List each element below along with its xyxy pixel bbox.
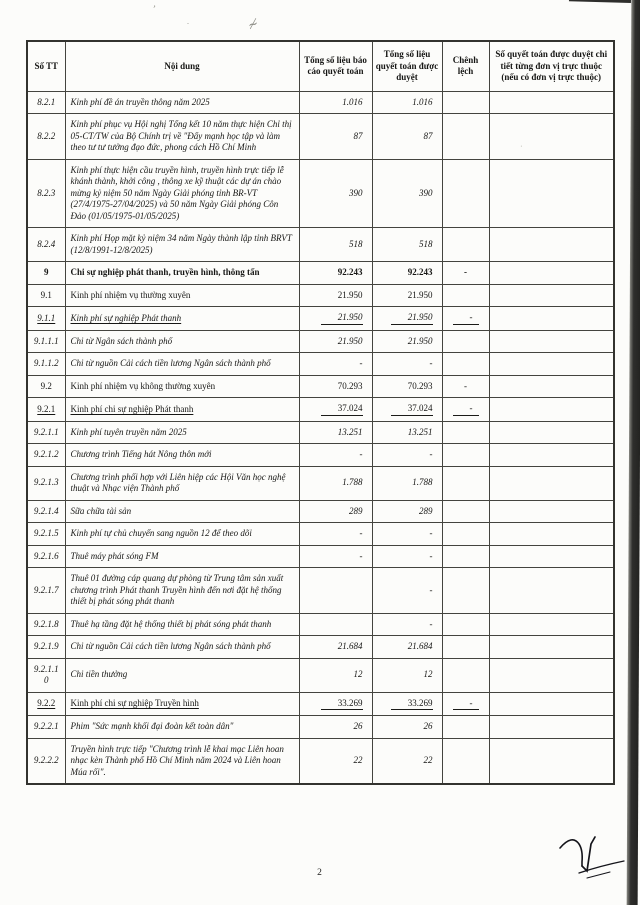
reported-value-cell: 70.293 <box>299 375 372 398</box>
row-label-cell: Chương trình phối hợp với Liên hiệp các Hội Văn học nghệ thuật và Nhạc viện Thành phố <box>65 466 299 500</box>
row-id-cell: 9.1.1.2 <box>27 353 65 376</box>
reported-value-cell: - <box>299 444 372 467</box>
row-id-cell: 9.1.1.1 <box>27 330 65 353</box>
row-label-cell: Thuê máy phát sóng FM <box>65 545 299 568</box>
approved-value-cell <box>372 398 442 422</box>
approved-value-cell: 70.293 <box>372 375 442 398</box>
approved-value-cell: - <box>372 568 442 614</box>
table-row <box>27 738 614 784</box>
underlined-value: 21.950 <box>391 312 433 325</box>
table-row <box>27 500 614 523</box>
table-row <box>27 421 614 444</box>
reported-value-cell: 289 <box>299 500 372 523</box>
table-row <box>27 466 614 500</box>
row-label-cell: Kinh phí tự chủ chuyển sang nguồn 12 để theo dõi <box>65 523 299 546</box>
row-label-cell: Chi từ nguồn Cải cách tiền lương Ngân sách thành phố <box>65 636 299 659</box>
detail-cell <box>489 500 614 523</box>
approved-value-cell: - <box>372 545 442 568</box>
header-so-tt: Số TT <box>27 41 65 91</box>
detail-cell <box>489 398 614 422</box>
reported-value-cell: 1.788 <box>299 466 372 500</box>
diff-cell <box>442 330 489 353</box>
row-id-cell: 9.2.1.5 <box>27 523 65 546</box>
reported-value-cell: - <box>299 353 372 376</box>
table-row <box>27 353 614 376</box>
row-id-cell: 8.2.4 <box>27 228 65 262</box>
row-label-cell: Chi sự nghiệp phát thanh, truyền hình, thông tấn <box>65 262 299 285</box>
detail-cell <box>489 91 614 114</box>
detail-cell <box>489 307 614 331</box>
row-id-cell: 8.2.2 <box>27 114 65 160</box>
approved-value-cell: 21.950 <box>372 284 442 307</box>
reported-value-cell: 13.251 <box>299 421 372 444</box>
header-chi-tiet-don-vi: Số quyết toán được duyệt chi tiết từng đơn vị trực thuộc (nếu có đơn vị trực thuộc) <box>489 41 614 91</box>
header-bao-cao-quyet-toan: Tổng số liệu báo cáo quyết toán <box>299 41 372 91</box>
table-row <box>27 636 614 659</box>
reported-value-cell <box>299 307 372 331</box>
reported-value-cell <box>299 568 372 614</box>
diff-cell <box>442 692 489 716</box>
detail-cell <box>489 353 614 376</box>
approved-value-cell: 21.950 <box>372 330 442 353</box>
underlined-value: 33.269 <box>321 698 363 711</box>
table-row <box>27 262 614 285</box>
underlined-value: 21.950 <box>321 312 363 325</box>
scan-edge-top <box>569 0 631 3</box>
diff-cell <box>442 307 489 331</box>
table-row <box>27 398 614 422</box>
approved-value-cell: 518 <box>372 228 442 262</box>
row-id-cell: 9.1.1 <box>27 307 65 331</box>
approved-value-cell: 13.251 <box>372 421 442 444</box>
table-row <box>27 716 614 739</box>
reported-value-cell: - <box>299 523 372 546</box>
row-label-cell: Chương trình Tiếng hát Nông thôn mới <box>65 444 299 467</box>
settlement-table <box>26 40 615 785</box>
row-label-cell: Kinh phí chi sự nghiệp Phát thanh <box>65 398 299 422</box>
detail-cell <box>489 545 614 568</box>
diff-cell <box>442 114 489 160</box>
row-label-cell: Kinh phí sự nghiệp Phát thanh <box>65 307 299 331</box>
table-row <box>27 568 614 614</box>
diff-cell <box>442 658 489 692</box>
diff-cell <box>442 716 489 739</box>
table-row <box>27 114 614 160</box>
diff-cell <box>442 228 489 262</box>
approved-value-cell: - <box>372 353 442 376</box>
table-header-row <box>27 41 614 91</box>
reported-value-cell: 21.684 <box>299 636 372 659</box>
scan-artifact-smudge: ⋅ <box>520 142 523 151</box>
row-id-cell: 9.2.1.10 <box>27 658 65 692</box>
reported-value-cell: 87 <box>299 114 372 160</box>
row-id-cell: 9.2.1 <box>27 398 65 422</box>
detail-cell <box>489 159 614 228</box>
table-row <box>27 307 614 331</box>
detail-cell <box>489 613 614 636</box>
diff-cell <box>442 91 489 114</box>
detail-cell <box>489 738 614 784</box>
approved-value-cell: - <box>372 523 442 546</box>
underlined-value: 37.024 <box>321 403 363 416</box>
row-id-cell: 8.2.3 <box>27 159 65 228</box>
row-label-cell: Phim "Sức mạnh khối đại đoàn kết toàn dân" <box>65 716 299 739</box>
row-id-cell: 9.2.2.1 <box>27 716 65 739</box>
header-noi-dung: Nội dung <box>65 41 299 91</box>
page-number: 2 <box>317 868 322 878</box>
underlined-diff: - <box>453 403 479 416</box>
row-label-cell: Sữa chữa tài sản <box>65 500 299 523</box>
table-row <box>27 330 614 353</box>
underlined-value: 33.269 <box>391 698 433 711</box>
table-row <box>27 375 614 398</box>
diff-cell <box>442 284 489 307</box>
row-id-cell: 8.2.1 <box>27 91 65 114</box>
detail-cell <box>489 658 614 692</box>
diff-cell <box>442 500 489 523</box>
row-id-cell: 9.2.1.8 <box>27 613 65 636</box>
table-header <box>27 41 614 91</box>
diff-cell <box>442 398 489 422</box>
header-chenh-lech: Chênh lệch <box>442 41 489 91</box>
approved-value-cell <box>372 307 442 331</box>
scan-artifact-squiggle: ≁ <box>246 15 260 33</box>
row-label-cell: Kinh phí Họp mặt kỷ niệm 34 năm Ngày thành lập tỉnh BRVT (12/8/1991-12/8/2025) <box>65 228 299 262</box>
scan-edge-strip <box>627 0 640 905</box>
row-id-cell: 9.2.1.9 <box>27 636 65 659</box>
detail-cell <box>489 636 614 659</box>
reported-value-cell <box>299 692 372 716</box>
diff-cell <box>442 738 489 784</box>
table-row <box>27 523 614 546</box>
approved-value-cell: 390 <box>372 159 442 228</box>
signature-mark <box>552 820 632 884</box>
diff-cell: - <box>442 375 489 398</box>
table-row <box>27 228 614 262</box>
row-label-cell: Chi từ nguồn Cải cách tiền lương Ngân sách thành phố <box>65 353 299 376</box>
row-id-cell: 9.2.1.2 <box>27 444 65 467</box>
approved-value-cell: 1.016 <box>372 91 442 114</box>
detail-cell <box>489 114 614 160</box>
row-label-cell: Truyền hình trực tiếp "Chương trình lễ khai mạc Liên hoan nhạc kèn Thành phố Hồ Chí Minh năm 2024 và Liên hoan Múa rối". <box>65 738 299 784</box>
row-label-cell: Kinh phí nhiệm vụ thường xuyên <box>65 284 299 307</box>
underlined-diff: - <box>453 312 479 325</box>
row-id-cell: 9.2.1.1 <box>27 421 65 444</box>
approved-value-cell: 1.788 <box>372 466 442 500</box>
reported-value-cell <box>299 613 372 636</box>
reported-value-cell: 22 <box>299 738 372 784</box>
reported-value-cell: 26 <box>299 716 372 739</box>
diff-cell: - <box>442 262 489 285</box>
row-id-cell: 9.2.2.2 <box>27 738 65 784</box>
detail-cell <box>489 330 614 353</box>
diff-cell <box>442 568 489 614</box>
detail-cell <box>489 568 614 614</box>
reported-value-cell: 12 <box>299 658 372 692</box>
header-quyet-toan-duoc-duyet: Tổng số liệu quyết toán được duyệt <box>372 41 442 91</box>
table-row <box>27 444 614 467</box>
reported-value-cell: - <box>299 545 372 568</box>
reported-value-cell: 92.243 <box>299 262 372 285</box>
reported-value-cell: 21.950 <box>299 330 372 353</box>
reported-value-cell <box>299 398 372 422</box>
approved-value-cell: 21.684 <box>372 636 442 659</box>
table-row <box>27 613 614 636</box>
table-row <box>27 658 614 692</box>
table-row <box>27 692 614 716</box>
row-id-cell: 9.1 <box>27 284 65 307</box>
row-id-cell: 9.2.1.3 <box>27 466 65 500</box>
row-id-cell: 9.2.1.6 <box>27 545 65 568</box>
row-label-cell: Chi tiền thưởng <box>65 658 299 692</box>
diff-cell <box>442 523 489 546</box>
detail-cell <box>489 523 614 546</box>
reported-value-cell: 390 <box>299 159 372 228</box>
detail-cell <box>489 421 614 444</box>
detail-cell <box>489 692 614 716</box>
row-label-cell: Kinh phí phục vụ Hội nghị Tổng kết 10 năm thực hiện Chỉ thị 05-CT/TW của Bộ Chính trị về "Đẩy mạnh học tập và làm theo tư tư tưởng đạo đức, phong cách Hồ Chí Minh <box>65 114 299 160</box>
row-id-cell: 9.2.1.4 <box>27 500 65 523</box>
row-id-cell: 9.2.2 <box>27 692 65 716</box>
scan-artifact-dot: . <box>187 17 189 26</box>
approved-value-cell: 26 <box>372 716 442 739</box>
approved-value-cell: - <box>372 613 442 636</box>
table-body <box>27 91 614 784</box>
underlined-diff: - <box>453 698 479 711</box>
detail-cell <box>489 284 614 307</box>
row-label-cell: Kinh phí nhiệm vụ không thường xuyên <box>65 375 299 398</box>
row-label-cell: Kinh phí thực hiện cầu truyền hình, truyền hình trực tiếp lễ khánh thành, khởi công , thông xe kỹ thuật các dự án chào mừng kỷ niệm 50 năm Ngày Giải phóng tỉnh BR-VT (27/4/1975-27/04/2025) và 50 năm Ngày Giải phóng Côn Đảo (01/05/1975-01/05/2025) <box>65 159 299 228</box>
row-id-cell: 9.2 <box>27 375 65 398</box>
table-row <box>27 284 614 307</box>
approved-value-cell <box>372 692 442 716</box>
detail-cell <box>489 466 614 500</box>
diff-cell <box>442 444 489 467</box>
diff-cell <box>442 613 489 636</box>
diff-cell <box>442 353 489 376</box>
detail-cell <box>489 262 614 285</box>
table-row <box>27 159 614 228</box>
reported-value-cell: 1.016 <box>299 91 372 114</box>
row-label-cell: Thuê hạ tầng đặt hệ thống thiết bị phát sóng phát thanh <box>65 613 299 636</box>
table-row <box>27 91 614 114</box>
table-row <box>27 545 614 568</box>
row-label-cell: Chi từ Ngân sách thành phố <box>65 330 299 353</box>
reported-value-cell: 21.950 <box>299 284 372 307</box>
approved-value-cell: - <box>372 444 442 467</box>
approved-value-cell: 289 <box>372 500 442 523</box>
row-label-cell: Thuê 01 đường cáp quang dự phòng từ Trung tâm sản xuất chương trình Phát thanh Truyền hình đến nơi đặt hệ thống thiết bị phát sóng phát thanh <box>65 568 299 614</box>
diff-cell <box>442 421 489 444</box>
detail-cell <box>489 228 614 262</box>
diff-cell <box>442 545 489 568</box>
row-label-cell: Kinh phí tuyên truyền năm 2025 <box>65 421 299 444</box>
row-id-cell: 9 <box>27 262 65 285</box>
diff-cell <box>442 159 489 228</box>
reported-value-cell: 518 <box>299 228 372 262</box>
diff-cell <box>442 466 489 500</box>
approved-value-cell: 12 <box>372 658 442 692</box>
diff-cell <box>442 636 489 659</box>
underlined-value: 37.024 <box>391 403 433 416</box>
row-label-cell: Kinh phí đề án truyền thông năm 2025 <box>65 91 299 114</box>
detail-cell <box>489 444 614 467</box>
detail-cell <box>489 375 614 398</box>
scan-artifact-mark: ’ <box>150 3 157 16</box>
detail-cell <box>489 716 614 739</box>
row-label-cell: Kinh phí chi sự nghiệp Truyền hình <box>65 692 299 716</box>
approved-value-cell: 87 <box>372 114 442 160</box>
row-id-cell: 9.2.1.7 <box>27 568 65 614</box>
approved-value-cell: 22 <box>372 738 442 784</box>
approved-value-cell: 92.243 <box>372 262 442 285</box>
